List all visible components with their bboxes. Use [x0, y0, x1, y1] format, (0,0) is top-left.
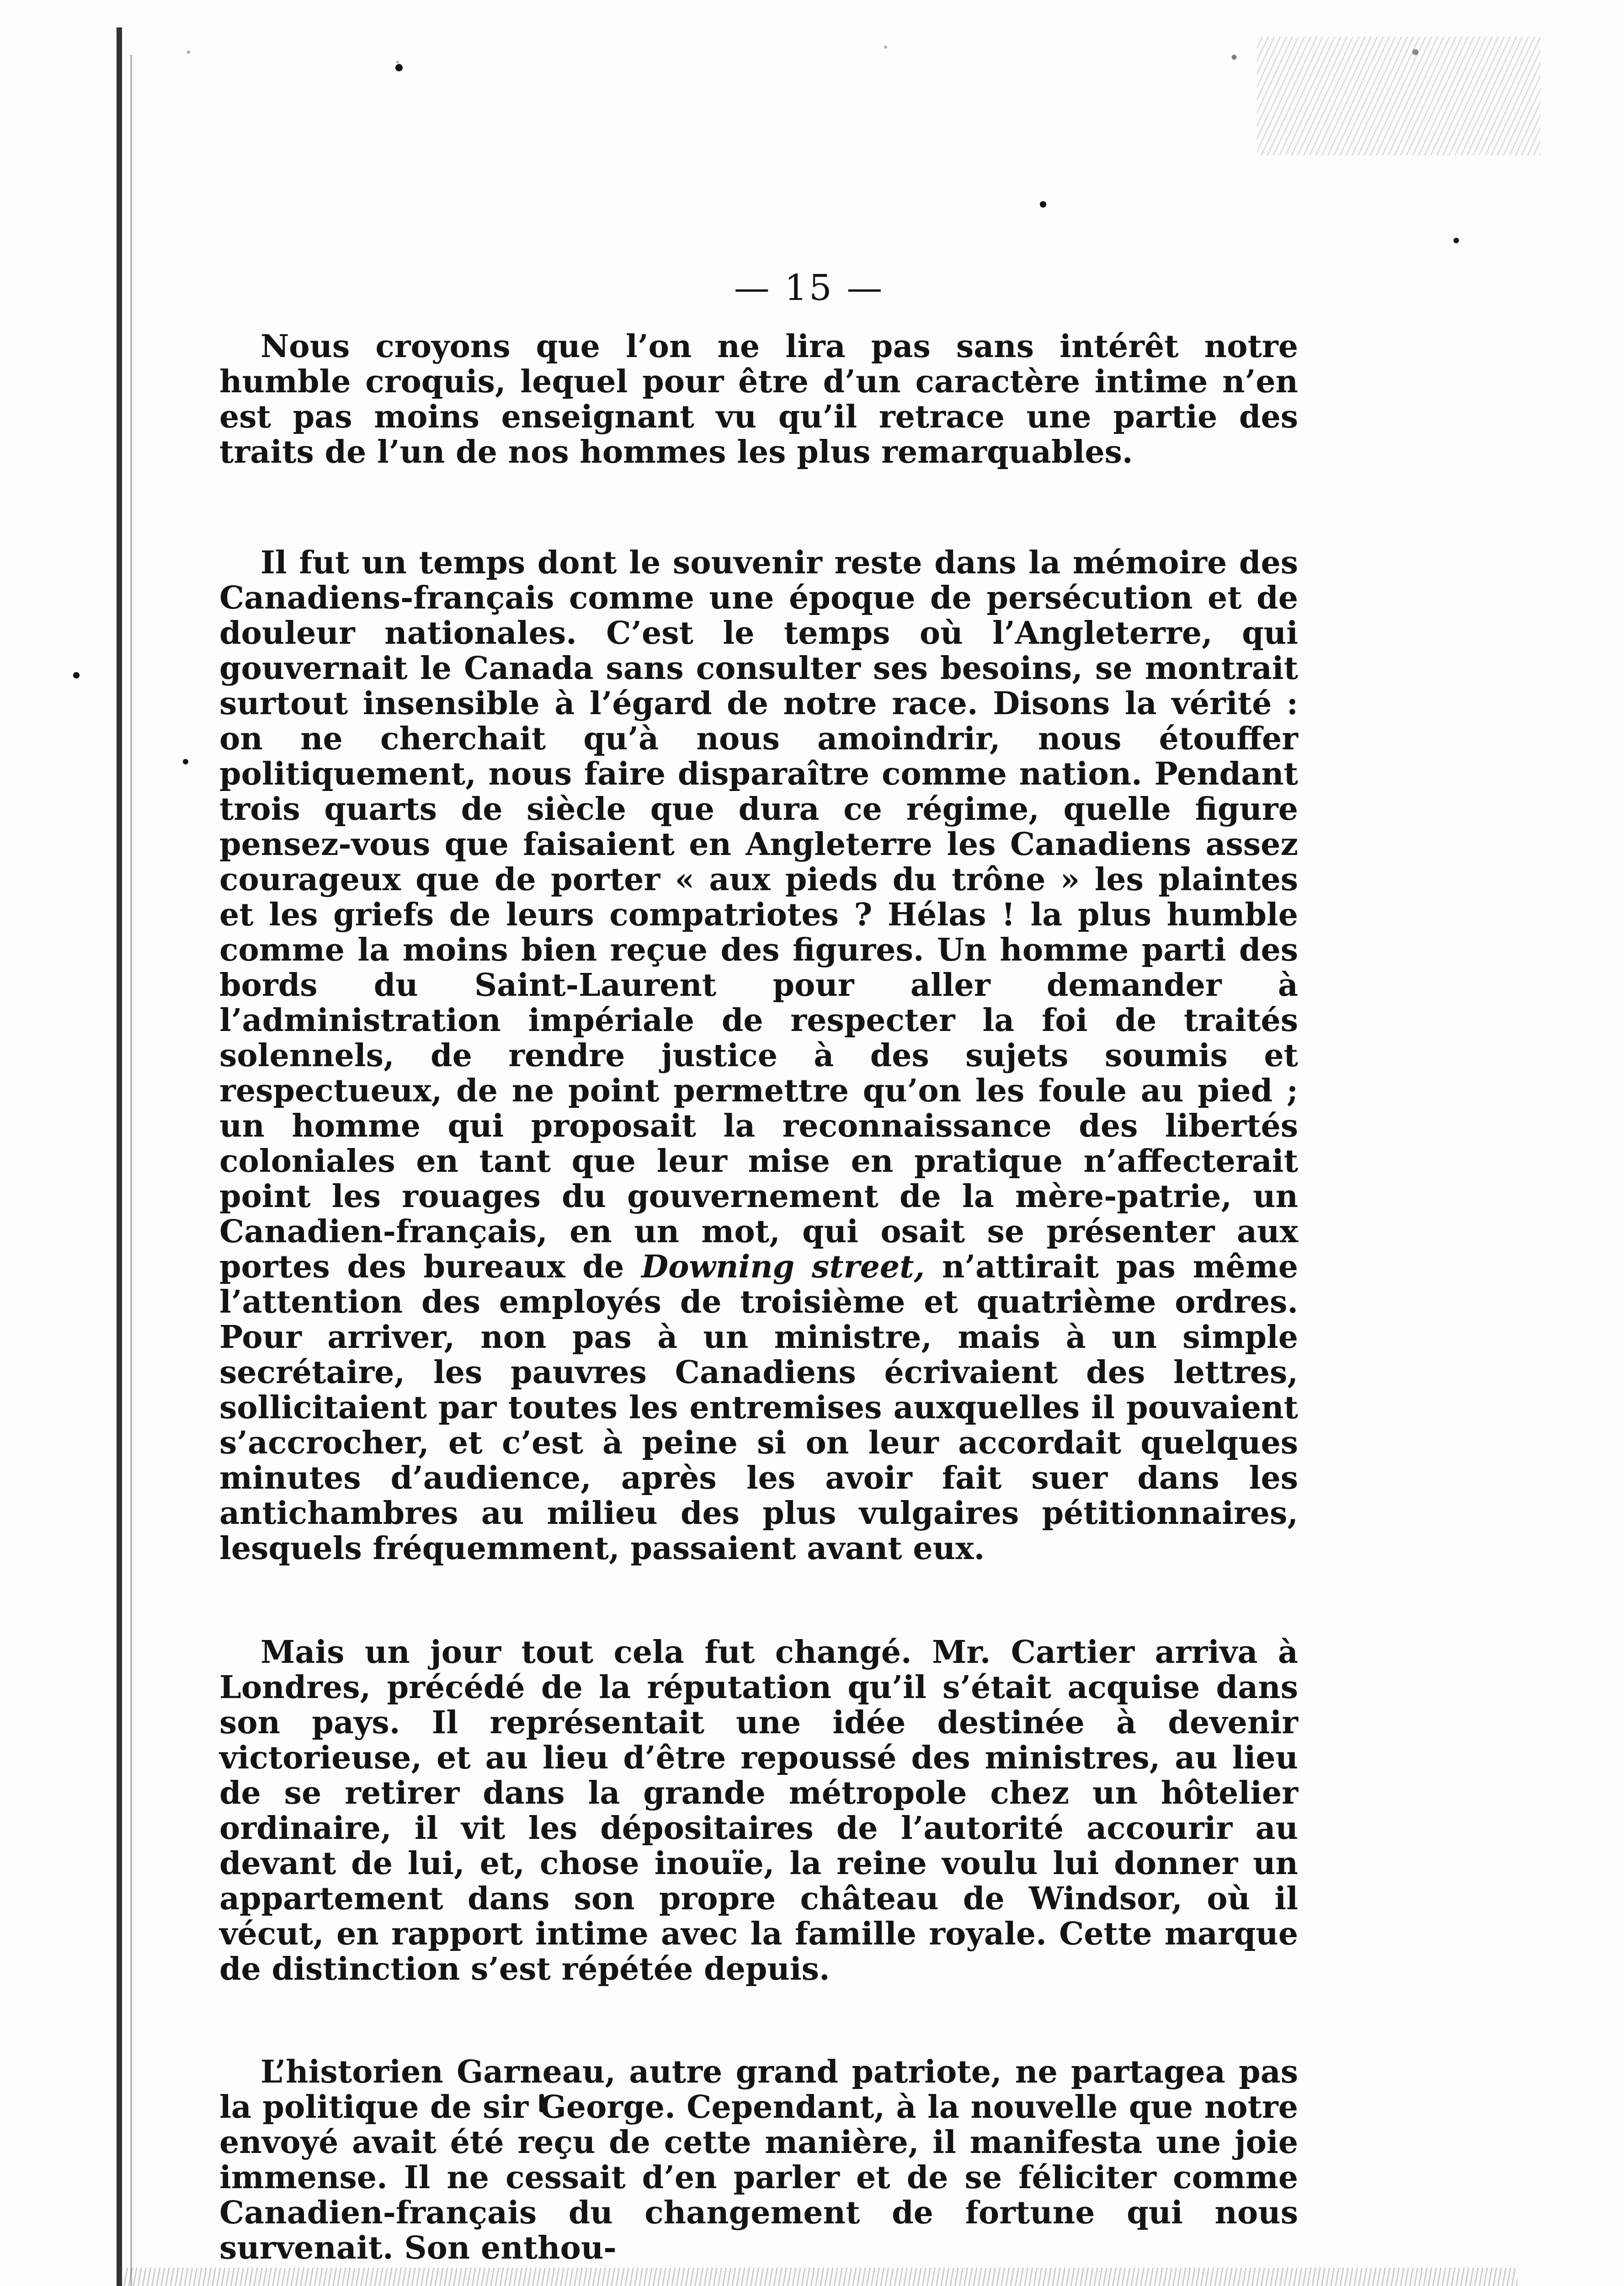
scan-edge-shadow: [130, 55, 132, 2286]
body-text: [219, 329, 1298, 2266]
ink-speck: [183, 759, 188, 764]
scan-edge-line: [117, 27, 122, 2286]
paragraph-2-italic: Downing street,: [641, 1249, 925, 1285]
paragraph-4: L’historien Garneau, autre grand patriote, ne partagea pas la politique de sir George. Cependant, à la nouvelle que notre envoyé avait été reçu de cette manière, il manifesta une joie immense. Il ne cessait d’en parler et de se féliciter comme Canadien-français du changement de fortune qui nous survenait. Son enthou-: [219, 2054, 1298, 2266]
ink-speck: [395, 64, 403, 71]
paragraph-3: Mais un jour tout cela fut changé. Mr. Cartier arriva à Londres, précédé de la réputation qu’il s’était acquise dans son pays. Il représentait une idée destinée à devenir victorieuse, et au lieu d’être repoussé des ministres, au lieu de se retirer dans la grande métropole chez un hôtelier ordinaire, il vit les dépositaires de l’autorité accourir au devant de lui, et, chose inouïe, la reine voulu lui donner un appartement dans son propre château de Windsor, où il vécut, en rapport intime avec la famille royale. Cette marque de distinction s’est répétée depuis.: [219, 1634, 1298, 1987]
ink-speck: [73, 672, 80, 678]
paragraph-2-text-before: Il fut un temps dont le souvenir reste dans la mémoire des Canadiens-français comme une époque de persécution et de douleur nationales. C’est le temps où l’Angleterre, qui gouvernait le Canada sans consulter ses besoins, se montrait surtout insensible à l’égard de notre race. Disons la vérité : on ne cherchait qu’à nous amoindrir, nous étouffer politiquement, nous faire disparaître comme nation. Pendant trois quarts de siècle que dura ce régime, quelle figure pensez-vous que faisaient en Angleterre les Canadiens assez courageux que de porter « aux pieds du trône » les plaintes et les griefs de leurs compatriotes ? Hélas ! la plus humble comme la moins bien reçue des figures. Un homme parti des bords du Saint-Laurent pour aller demander à l’administration impériale de respecter la foi de traités solennels, de rendre justice à des sujets soumis et respectueux, de ne point permettre qu’on les foule au pied ; un homme qui proposait la reconnaissance des libertés coloniales en tant que leur mise en pratique n’affecterait point les rouages du gouvernement de la mère-patrie, un Canadien-français, en un mot, qui osait se présenter aux portes des bureaux de: [219, 545, 1298, 1285]
paragraph-1: Nous croyons que l’on ne lira pas sans intérêt notre humble croquis, lequel pour être d’un caractère intime n’en est pas moins enseignant vu qu’il retrace une partie des traits de l’un de nos hommes les plus remarquables.: [219, 328, 1298, 470]
ink-speck: [1040, 201, 1046, 208]
scan-noise-bottom: [123, 2268, 1518, 2286]
paragraph-2: [219, 545, 1298, 1566]
page-number: — 15 —: [734, 267, 884, 309]
scan-noise-corner: [1257, 37, 1540, 155]
paragraph-2-text-after: n’attirait pas même l’attention des employés de troisième et quatrième ordres. Pour arriver, non pas à un ministre, mais à un simple secrétaire, les pauvres Canadiens écrivaient des lettres, sollicitaient par toutes les entremises auxquelles il pouvaient s’accrocher, et c’est à peine si on leur accordait quelques minutes d’audience, après les avoir fait suer dans les antichambres au milieu des plus vulgaires pétitionnaires, lesquels fréquemment, passaient avant eux.: [219, 1249, 1298, 1567]
ink-speck: [1454, 238, 1459, 243]
